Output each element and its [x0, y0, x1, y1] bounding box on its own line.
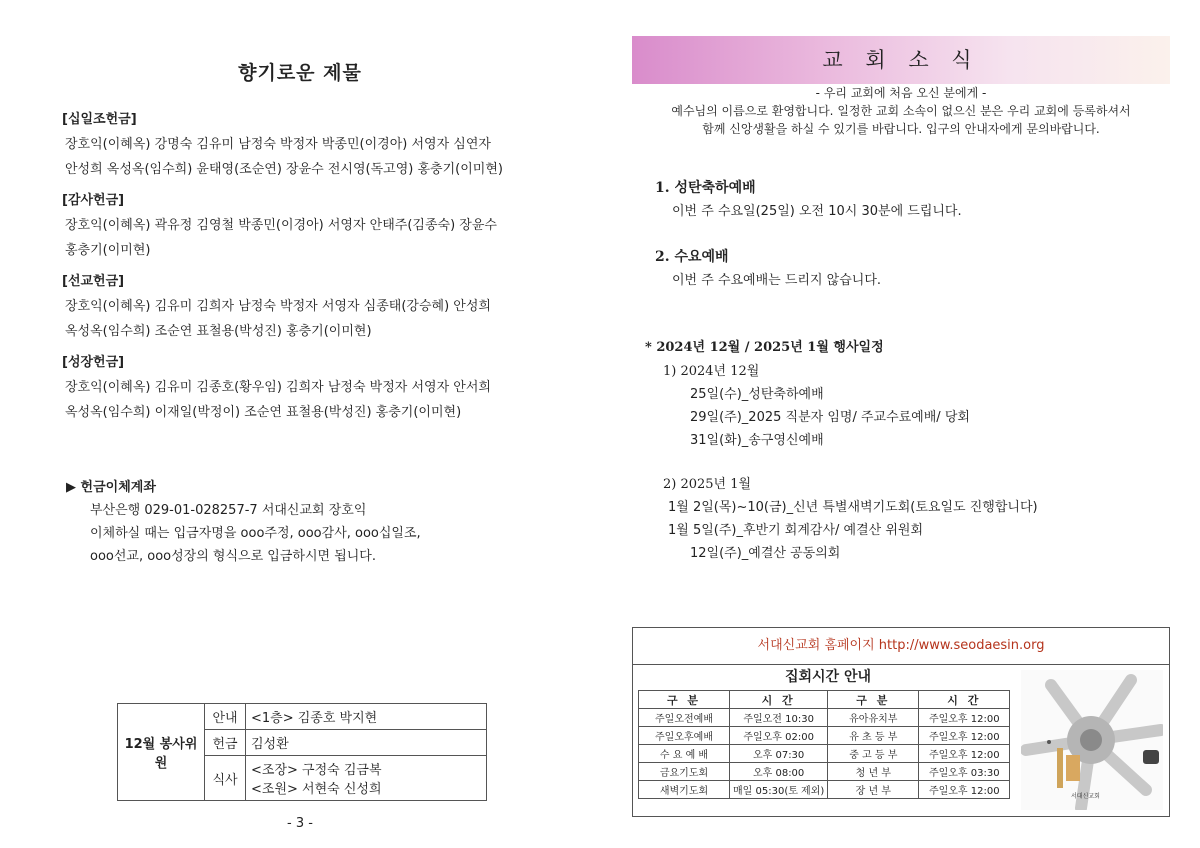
- section-heading: [성장헌금]: [62, 355, 125, 370]
- meeting-info-box: [632, 627, 1170, 817]
- column-header: 시 간: [919, 691, 1010, 709]
- table-cell: 주일오후 12:00: [919, 745, 1010, 763]
- name-line: 안성희 옥성옥(임수희) 윤태영(조순연) 장윤수 전시영(독고영) 홍충기(이미현): [65, 162, 503, 177]
- name-line: 옥성옥(임수희) 조순연 표철용(박성진) 홍충기(이미현): [65, 324, 372, 339]
- offering-section-tithe: [62, 107, 542, 182]
- table-row: [639, 781, 1010, 799]
- month-title: 1) 2024년 12월: [663, 364, 760, 379]
- section-heading: [십일조헌금]: [62, 112, 137, 127]
- role-cell: 식사: [205, 756, 246, 801]
- account-line: ooo선교, ooo성장의 형식으로 입금하시면 됩니다.: [90, 549, 377, 564]
- members-cell: <1층> 김종호 박지현: [246, 704, 487, 730]
- table-row: [639, 745, 1010, 763]
- table-cell: 주일오후 03:30: [919, 763, 1010, 781]
- role-cell: 안내: [205, 704, 246, 730]
- table-cell: 장 년 부: [828, 781, 919, 799]
- table-cell: 금요기도회: [639, 763, 730, 781]
- service-label: 12월 봉사위원: [118, 704, 205, 801]
- role-cell: 헌금: [205, 730, 246, 756]
- table-cell: 매일 05:30(토 제외): [730, 781, 828, 799]
- intro-line: 함께 신앙생활을 하실 수 있기를 바랍니다. 입구의 안내자에게 문의바랍니다.: [702, 122, 1100, 136]
- name-line: 장호익(이혜옥) 김유미 김종호(황우임) 김희자 남정숙 박정자 서영자 안서희: [65, 380, 491, 395]
- account-line: 이체하실 때는 입금자명을 ooo주정, ooo감사, ooo십일조,: [90, 526, 421, 541]
- account-info: [66, 476, 421, 568]
- section-heading: [선교헌금]: [62, 274, 125, 289]
- table-cell: 주일오후 12:00: [919, 709, 1010, 727]
- intro-title: - 우리 교회에 처음 오신 분에게 -: [815, 86, 987, 100]
- service-committee-table: [117, 703, 487, 801]
- name-line: 홍충기(이미현): [65, 243, 151, 258]
- table-row: [639, 727, 1010, 745]
- schedule-title: * 2024년 12월 / 2025년 1월 행사일정: [645, 340, 884, 355]
- schedule-item: 29일(주)_2025 직분자 임명/ 주교수료예배/ 당회: [690, 410, 970, 425]
- table-row: [639, 763, 1010, 781]
- meeting-times-title: 집회시간 안내: [784, 669, 872, 685]
- table-cell: 오후 07:30: [730, 745, 828, 763]
- page-number: - 3 -: [287, 816, 313, 831]
- month-title: 2) 2025년 1월: [663, 477, 752, 492]
- meeting-times-table: [638, 690, 1010, 799]
- column-header: 시 간: [730, 691, 828, 709]
- column-header: 구 분: [828, 691, 919, 709]
- name-line: 장호익(이혜옥) 김유미 김희자 남정숙 박정자 서영자 심종태(강승혜) 안성희: [65, 299, 491, 314]
- table-cell: 주일오후 12:00: [919, 727, 1010, 745]
- table-cell: 유아유치부: [828, 709, 919, 727]
- offering-section-mission: [62, 269, 542, 344]
- news-body: 이번 주 수요예배는 드리지 않습니다.: [672, 273, 882, 288]
- section-heading: [감사헌금]: [62, 193, 125, 208]
- column-header: 구 분: [639, 691, 730, 709]
- church-news-banner: 교 회 소 식: [632, 36, 1170, 84]
- offering-section-growth: [62, 350, 542, 425]
- table-cell: 주일오후예배: [639, 727, 730, 745]
- schedule-item: 12일(주)_예결산 공동의회: [690, 546, 841, 561]
- members-line: <조장> 구정숙 김금복: [251, 763, 382, 778]
- table-row: [639, 709, 1010, 727]
- account-line: 부산은행 029-01-028257-7 서대신교회 장호익: [90, 503, 367, 518]
- table-cell: 유 초 등 부: [828, 727, 919, 745]
- offering-section-thanks: [62, 188, 542, 263]
- news-title: 1. 성탄축하예배: [655, 180, 756, 196]
- name-line: 장호익(이혜옥) 곽유정 김영철 박종민(이경아) 서영자 안태주(김종숙) 장윤수: [65, 218, 497, 233]
- homepage-link[interactable]: 서대신교회 홈페이지 http://www.seodaesin.org: [633, 628, 1169, 665]
- table-cell: 주일오전 10:30: [730, 709, 828, 727]
- schedule-item: 1월 5일(주)_후반기 회계감사/ 예결산 위원회: [668, 523, 924, 538]
- news-body: 이번 주 수요일(25일) 오전 10시 30분에 드립니다.: [672, 204, 962, 219]
- news-title: 2. 수요예배: [655, 249, 729, 265]
- schedule-item: 25일(수)_성탄축하예배: [690, 387, 824, 402]
- table-cell: 주일오전예배: [639, 709, 730, 727]
- members-line: <조원> 서현숙 신성희: [251, 782, 382, 797]
- map-label: 서대신교회: [1071, 793, 1100, 800]
- table-cell: 중 고 등 부: [828, 745, 919, 763]
- page-title: 향기로운 제물: [238, 62, 362, 84]
- table-cell: 청 년 부: [828, 763, 919, 781]
- table-cell: 오후 08:00: [730, 763, 828, 781]
- members-cell: 김성환: [246, 730, 487, 756]
- members-cell: [246, 756, 487, 801]
- name-line: 옥성옥(임수희) 이재일(박정이) 조순연 표철용(박성진) 홍충기(이미현): [65, 405, 462, 420]
- intro-line: 예수님의 이름으로 환영합니다. 일정한 교회 소속이 없으신 분은 우리 교회에 등록하셔서: [671, 104, 1131, 118]
- account-heading: ▶ 헌금이체계좌: [66, 480, 156, 495]
- name-line: 장호익(이혜옥) 강명숙 김유미 남정숙 박정자 박종민(이경아) 서영자 심연자: [65, 137, 491, 152]
- schedule-item: 31일(화)_송구영신예배: [690, 433, 824, 448]
- table-cell: 주일오후 12:00: [919, 781, 1010, 799]
- table-cell: 새벽기도회: [639, 781, 730, 799]
- table-cell: 수 요 예 배: [639, 745, 730, 763]
- location-map: [1021, 670, 1163, 810]
- schedule-item: 1월 2일(목)~10(금)_신년 특별새벽기도회(토요일도 진행합니다): [668, 500, 1038, 515]
- table-cell: 주일오후 02:00: [730, 727, 828, 745]
